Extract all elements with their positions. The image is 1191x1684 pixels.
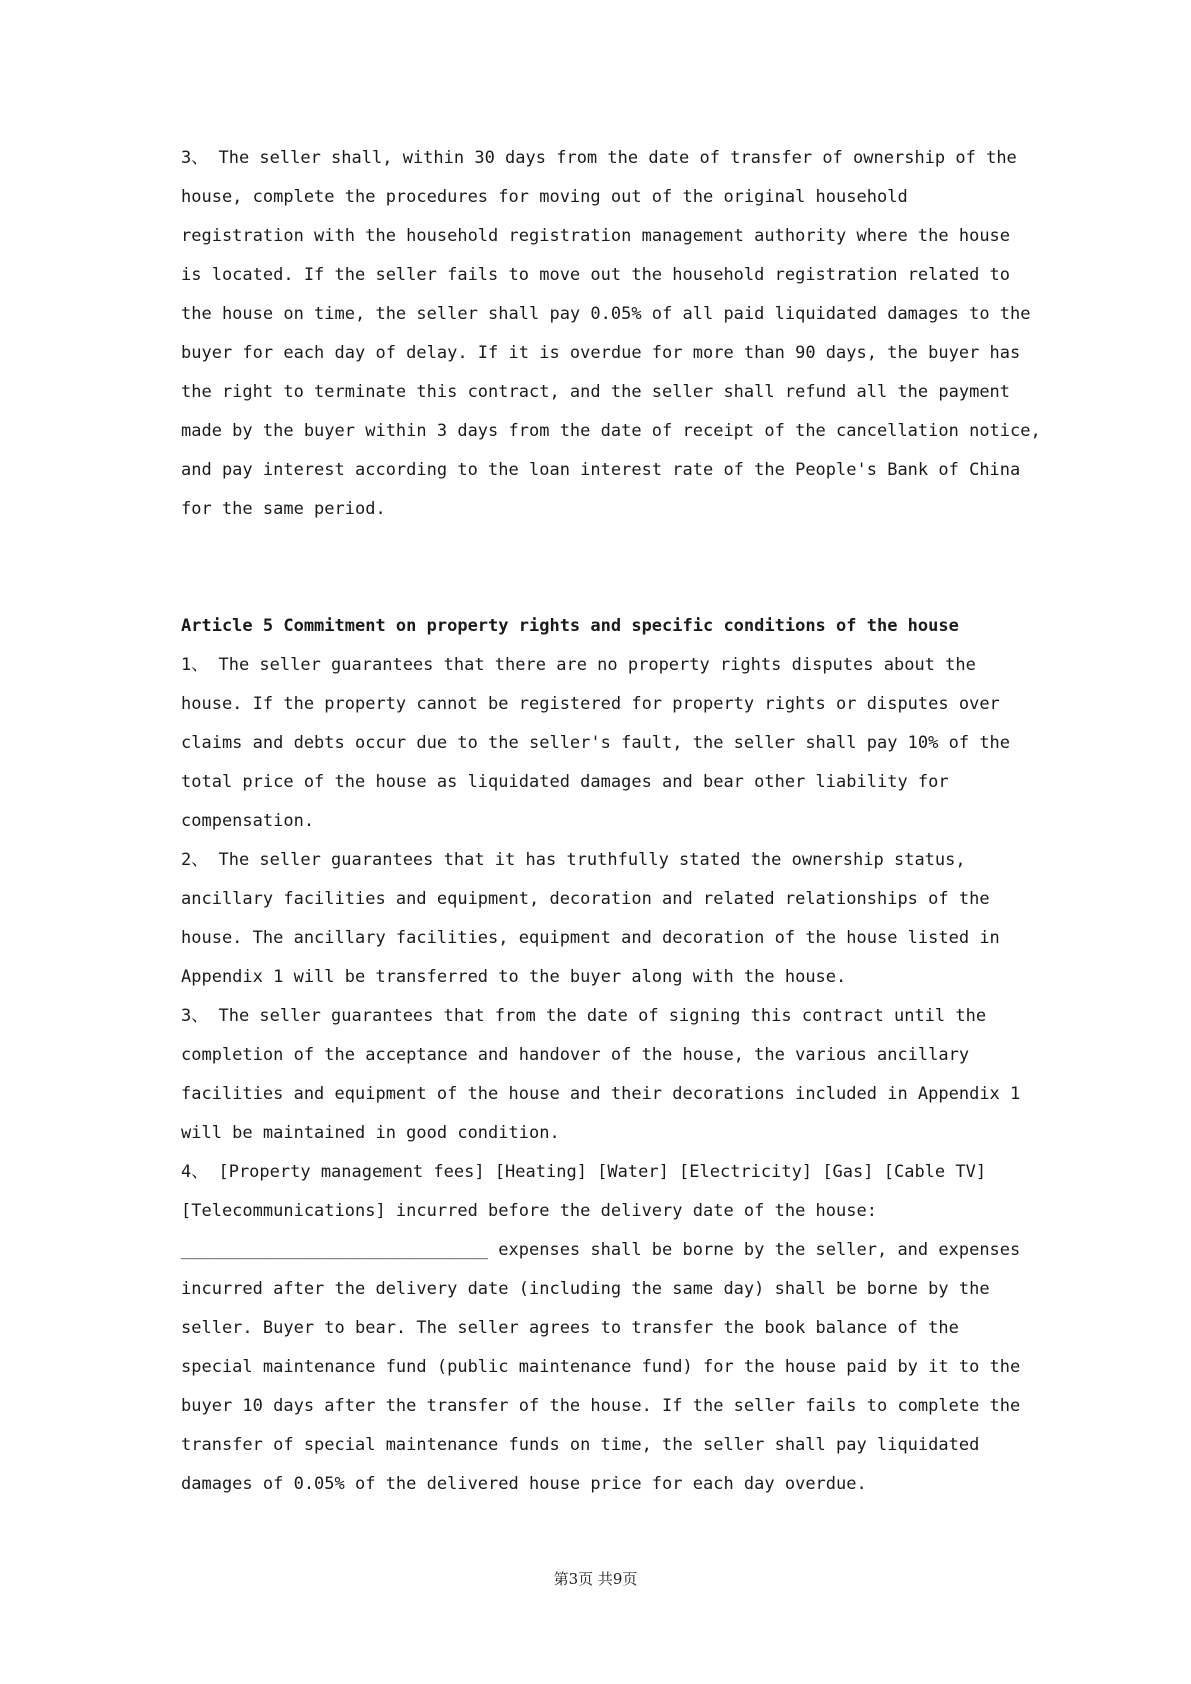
clause-3-ownership-registration (181, 139, 1041, 529)
document-body (181, 139, 1041, 1504)
text-line: 2、 The seller guarantees that it has truthfully stated the ownership status, (181, 850, 966, 870)
text-line: house, complete the procedures for moving out of the original household (181, 187, 908, 207)
article-5-clause-3 (181, 997, 1041, 1153)
text-line: 3、 The seller shall, within 30 days from the date of transfer of ownership of the (181, 148, 1017, 168)
text-line: ancillary facilities and equipment, decoration and related relationships of the (181, 889, 990, 909)
text-line: registration with the household registration management authority where the house (181, 226, 1011, 246)
text-line: house. If the property cannot be registered for property rights or disputes over (181, 694, 1000, 714)
text-line: claims and debts occur due to the seller's fault, the seller shall pay 10% of the (181, 733, 1011, 753)
text-line: made by the buyer within 3 days from the date of receipt of the cancellation notice, (181, 421, 1041, 441)
text-line: completion of the acceptance and handover of the house, the various ancillary (181, 1045, 970, 1065)
text-line: 1、 The seller guarantees that there are no property rights disputes about the (181, 655, 976, 675)
text-line: buyer for each day of delay. If it is overdue for more than 90 days, the buyer has (181, 343, 1021, 363)
text-line: buyer 10 days after the transfer of the house. If the seller fails to complete the (181, 1396, 1021, 1416)
text-line: transfer of special maintenance funds on time, the seller shall pay liquidated (181, 1435, 980, 1455)
text-line: is located. If the seller fails to move out the household registration related to (181, 265, 1011, 285)
text-line: will be maintained in good condition. (181, 1123, 560, 1143)
text-line: Appendix 1 will be transferred to the buyer along with the house. (181, 967, 847, 987)
text-line: 4、 [Property management fees] [Heating] [Water] [Electricity] [Gas] [Cable TV] (181, 1162, 987, 1182)
text-line: the house on time, the seller shall pay 0.05% of all paid liquidated damages to the (181, 304, 1031, 324)
text-line: and pay interest according to the loan interest rate of the People's Bank of China (181, 460, 1021, 480)
article-5-heading: Article 5 Commitment on property rights and specific conditions of the house (181, 616, 959, 636)
article-5-clause-2 (181, 841, 1041, 997)
text-line: seller. Buyer to bear. The seller agrees to transfer the book balance of the (181, 1318, 959, 1338)
page-number-footer: 第3页 共9页 (553, 1570, 638, 1588)
text-line: facilities and equipment of the house and their decorations included in Appendix 1 (181, 1084, 1021, 1104)
text-line: [Telecommunications] incurred before the delivery date of the house: (181, 1201, 877, 1221)
article-5-clause-4 (181, 1153, 1041, 1504)
text-line: total price of the house as liquidated damages and bear other liability for (181, 772, 949, 792)
text-line: compensation. (181, 811, 315, 831)
text-line: the right to terminate this contract, and the seller shall refund all the payment (181, 382, 1011, 402)
fill-in-blank-line: ______________________________ expenses shall be borne by the seller, and expenses (181, 1240, 1021, 1260)
text-line: for the same period. (181, 499, 386, 519)
text-line: damages of 0.05% of the delivered house price for each day overdue. (181, 1474, 867, 1494)
text-line: 3、 The seller guarantees that from the date of signing this contract until the (181, 1006, 987, 1026)
text-line: special maintenance fund (public maintenance fund) for the house paid by it to the (181, 1357, 1021, 1377)
text-line: incurred after the delivery date (including the same day) shall be borne by the (181, 1279, 990, 1299)
article-5-clause-1 (181, 646, 1041, 841)
text-line: house. The ancillary facilities, equipment and decoration of the house listed in (181, 928, 1000, 948)
